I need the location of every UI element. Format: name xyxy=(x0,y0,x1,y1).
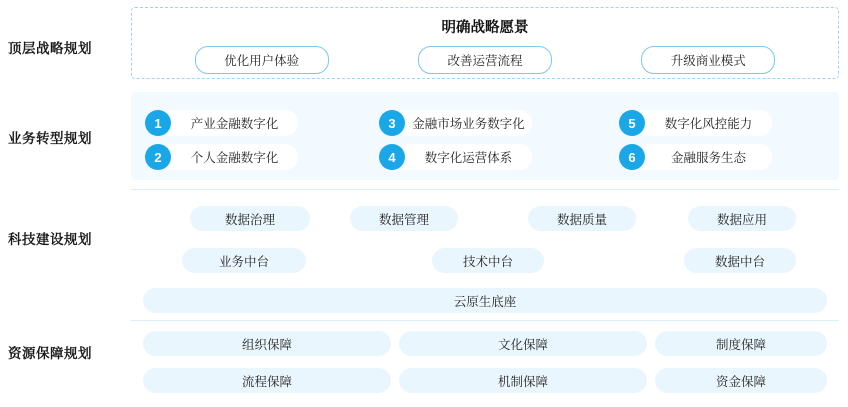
business-item[interactable] xyxy=(619,110,772,136)
business-item[interactable] xyxy=(379,144,532,170)
tech-item[interactable]: 数据治理 xyxy=(190,206,310,231)
business-item-label: 个人金融数字化 xyxy=(158,144,298,170)
tech-item[interactable]: 技术中台 xyxy=(432,248,544,273)
business-section xyxy=(131,92,839,180)
tech-item[interactable]: 数据中台 xyxy=(684,248,796,273)
business-item-number: 4 xyxy=(379,144,405,170)
resource-item[interactable]: 制度保障 xyxy=(655,331,827,356)
business-item-label: 金融服务生态 xyxy=(632,144,772,170)
business-item[interactable] xyxy=(145,144,298,170)
resource-item[interactable]: 文化保障 xyxy=(399,331,647,356)
row-label-business: 业务转型规划 xyxy=(8,131,92,146)
business-item-number: 5 xyxy=(619,110,645,136)
strategy-title: 明确战略愿景 xyxy=(441,20,529,36)
business-item-number: 1 xyxy=(145,110,171,136)
tech-item[interactable]: 数据管理 xyxy=(350,206,458,231)
strategy-pill-row xyxy=(132,46,838,74)
tech-item[interactable]: 数据质量 xyxy=(528,206,636,231)
business-item[interactable] xyxy=(619,144,772,170)
row-label-resource: 资源保障规划 xyxy=(8,346,92,361)
section-divider xyxy=(131,189,839,190)
business-item-label: 数字化运营体系 xyxy=(392,144,532,170)
business-item-label: 金融市场业务数字化 xyxy=(392,110,532,136)
strategy-item[interactable]: 改善运营流程 xyxy=(418,46,552,74)
resource-item[interactable]: 流程保障 xyxy=(143,368,391,393)
resource-item[interactable]: 机制保障 xyxy=(399,368,647,393)
strategy-item[interactable]: 优化用户体验 xyxy=(195,46,329,74)
business-item-label: 数字化风控能力 xyxy=(632,110,772,136)
tech-foundation[interactable]: 云原生底座 xyxy=(143,288,827,313)
section-divider xyxy=(131,320,839,321)
strategy-item[interactable]: 升级商业模式 xyxy=(641,46,775,74)
business-item-label: 产业金融数字化 xyxy=(158,110,298,136)
tech-item[interactable]: 业务中台 xyxy=(182,248,306,273)
business-item-number: 6 xyxy=(619,144,645,170)
business-item-number: 3 xyxy=(379,110,405,136)
business-item[interactable] xyxy=(379,110,532,136)
strategy-section xyxy=(131,7,839,79)
row-label-strategy: 顶层战略规划 xyxy=(8,41,92,56)
business-item[interactable] xyxy=(145,110,298,136)
business-item-number: 2 xyxy=(145,144,171,170)
resource-item[interactable]: 组织保障 xyxy=(143,331,391,356)
row-label-tech: 科技建设规划 xyxy=(8,232,92,247)
tech-item[interactable]: 数据应用 xyxy=(688,206,796,231)
resource-item[interactable]: 资金保障 xyxy=(655,368,827,393)
